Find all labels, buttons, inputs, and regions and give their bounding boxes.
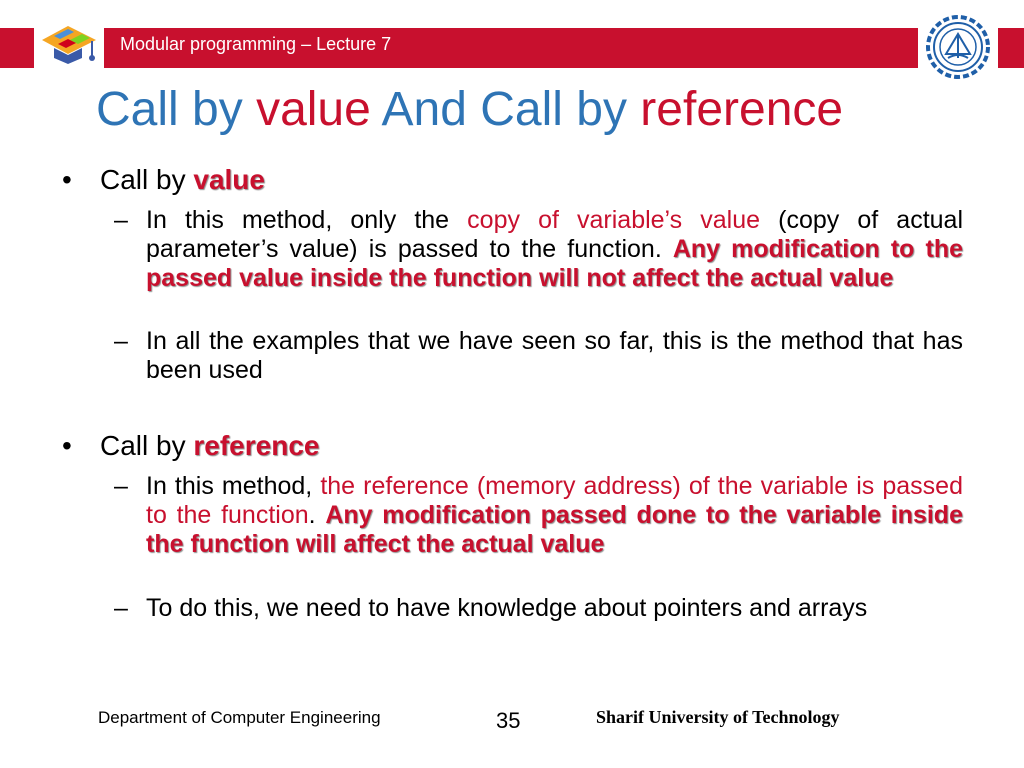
sub-bullet-text: In all the examples that we have seen so far, this is the method that has been used — [146, 327, 963, 384]
sub-bullet-text: To do this, we need to have knowledge about pointers and arrays — [146, 594, 868, 622]
sub-bullet-text — [146, 206, 963, 293]
bullet-text — [100, 164, 265, 196]
sub-bullet-dash: – — [114, 472, 128, 500]
text-run: In this method, — [146, 472, 321, 500]
title-part-3: And Call by — [370, 83, 641, 136]
footer-university: Sharif University of Technology — [596, 707, 840, 727]
lecture-label: Modular programming – Lecture 7 — [120, 34, 392, 54]
text-run-highlight: copy of variable’s value — [467, 206, 761, 234]
footer-department: Department of Computer Engineering — [98, 708, 381, 727]
text-run-emphasis: Any modification passed done to the variable inside the function will affect the actual value — [146, 501, 963, 558]
sub-bullet-dash: – — [114, 327, 128, 355]
bullet-prefix: Call by — [100, 164, 194, 195]
bullet-dot: • — [62, 430, 72, 461]
text-run: (copy of actual parameter’s value) is passed to the function. — [146, 206, 964, 263]
text-run: . — [308, 501, 326, 529]
university-seal — [918, 14, 998, 80]
sub-bullet-dash: – — [114, 594, 128, 622]
university-seal-icon — [918, 14, 998, 80]
bullet-text — [100, 430, 319, 462]
graduation-cap-logo-icon — [34, 18, 104, 70]
sub-bullet-text — [146, 472, 963, 559]
bullet-prefix: Call by — [100, 430, 194, 461]
bullet-keyword: value — [193, 164, 265, 195]
text-run-highlight: the reference (memory address) of the variable is passed to the function — [146, 472, 963, 529]
text-run-emphasis: Any modification to the passed value inside the function will not affect the actual value — [146, 235, 963, 292]
title-part-4: reference — [640, 83, 844, 136]
bullet-dot: • — [62, 164, 72, 195]
slide-title — [96, 82, 843, 137]
text-run: In this method, only the — [146, 206, 468, 234]
bullet-keyword: reference — [193, 430, 320, 461]
course-logo — [34, 18, 104, 70]
title-part-1: Call by — [96, 83, 257, 136]
sub-bullet-dash: – — [114, 206, 128, 234]
title-part-2: value — [256, 83, 371, 136]
page-number: 35 — [496, 708, 521, 733]
